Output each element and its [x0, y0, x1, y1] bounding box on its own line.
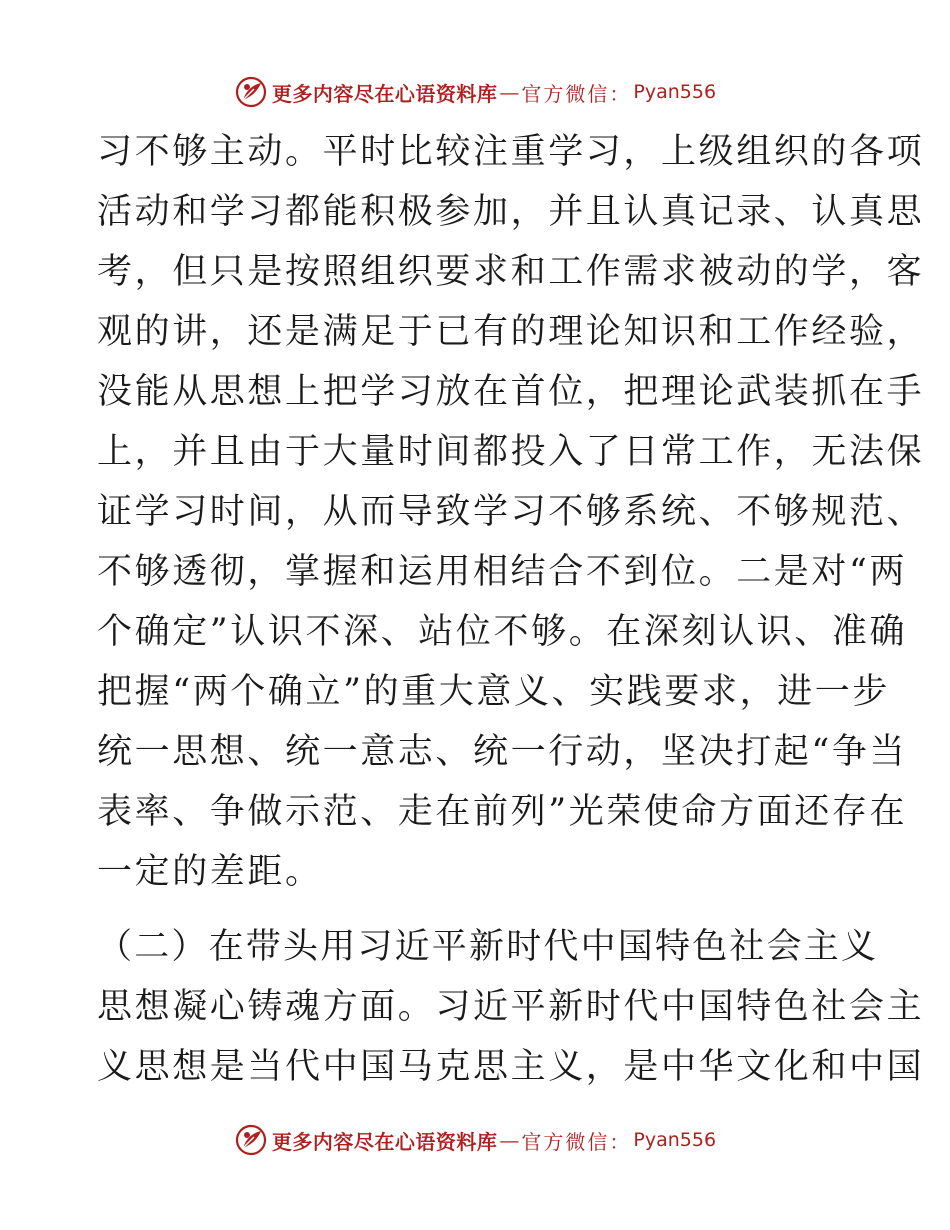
text-line: 上，并且由于大量时间都投入了日常工作，无法保: [97, 432, 925, 472]
banner-wechat-id: Pyan556: [633, 81, 717, 103]
text-line: 习不够主动。平时比较注重学习，上级组织的各项: [97, 132, 925, 172]
text-line: 统一思想、统一意志、统一行动，坚决打起“争当: [97, 732, 908, 772]
leaf-pen-logo-icon: [234, 75, 268, 109]
paragraph-1: [97, 122, 925, 902]
text-line: 表率、争做示范、走在前列”光荣使命方面还存在: [97, 792, 908, 832]
banner-title: 更多内容尽在心语资料库: [271, 1129, 498, 1154]
banner-wechat-id: Pyan556: [633, 1129, 717, 1151]
text-line: 没能从思想上把学习放在首位，把理论武装抓在手: [97, 372, 925, 412]
text-line: 不够透彻，掌握和运用相结合不到位。二是对“两: [97, 552, 908, 592]
banner-subtitle: 官方微信：: [521, 81, 632, 106]
text-line: 个确定”认识不深、站位不够。在深刻认识、准确: [97, 612, 908, 652]
banner-subtitle: 官方微信：: [521, 1129, 632, 1154]
leaf-pen-logo-icon: [234, 1123, 268, 1157]
text-line: 证学习时间，从而导致学习不够系统、不够规范、: [97, 492, 925, 532]
text-line: 把握“两个确立”的重大意义、实践要求，进一步: [97, 672, 890, 712]
banner-title: 更多内容尽在心语资料库: [271, 81, 498, 106]
document-body: [97, 122, 925, 1097]
text-line: 考，但只是按照组织要求和工作需求被动的学，客: [97, 252, 925, 292]
text-line: 活动和学习都能积极参加，并且认真记录、认真思: [97, 192, 925, 232]
header-watermark-banner: [0, 72, 950, 112]
paragraph-2: [97, 917, 925, 1097]
text-line: 思想凝心铸魂方面。习近平新时代中国特色社会主: [97, 987, 925, 1027]
text-line: 义思想是当代中国马克思主义，是中华文化和中国: [97, 1047, 925, 1087]
text-line: 观的讲，还是满足于已有的理论知识和工作经验，: [97, 312, 925, 352]
text-line: 一定的差距。: [97, 852, 323, 892]
banner-dash: —: [499, 80, 520, 104]
banner-dash: —: [499, 1128, 520, 1152]
section-heading-line: （二）在带头用习近平新时代中国特色社会主义: [97, 927, 879, 967]
footer-watermark-banner: [0, 1120, 950, 1160]
